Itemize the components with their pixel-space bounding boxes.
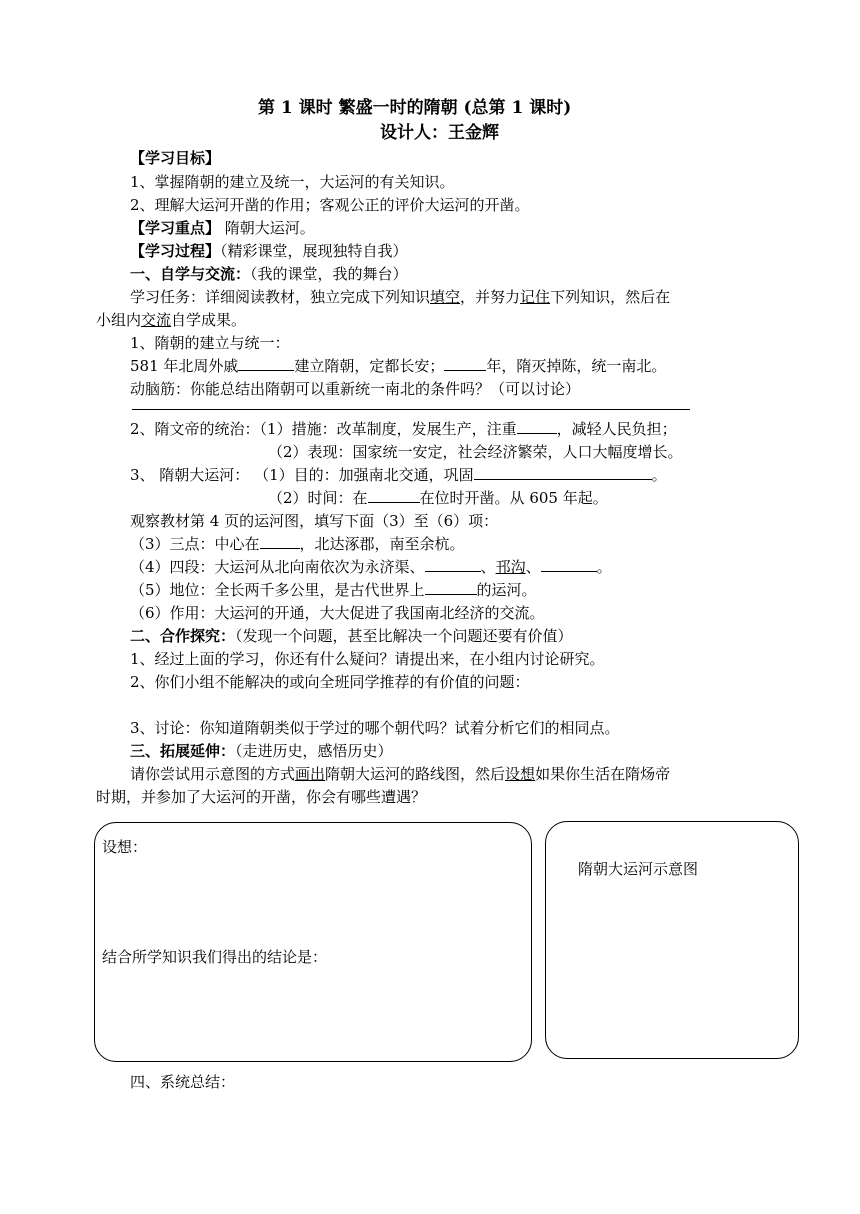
task-fill: 填空	[430, 288, 461, 306]
section2-q1: 1、经过上面的学习，你还有什么疑问？请提出来，在小组内讨论研究。	[130, 650, 605, 668]
blank-founder[interactable]	[238, 356, 294, 371]
q1-title: 1、隋朝的建立与统一：	[130, 334, 290, 352]
section3-text-2: 时期，并参加了大运河的开凿，你会有哪些遭遇？	[96, 788, 427, 806]
blank-emperor[interactable]	[368, 488, 420, 503]
section2-heading-line	[130, 626, 573, 646]
s3-text-b: 隋朝大运河的路线图，然后	[325, 765, 506, 783]
point-3	[130, 534, 465, 554]
conclusion-label: 结合所学知识我们得出的结论是：	[102, 948, 328, 966]
q2-line	[130, 419, 677, 439]
point-6: （6）作用：大运河的开通，大大促进了我国南北经济的交流。	[130, 604, 545, 622]
focus-heading: 【学习重点】	[130, 219, 221, 237]
s3-imagine: 设想	[505, 765, 536, 783]
section3-sub: （走进历史，感悟历史）	[235, 742, 393, 760]
process-line	[130, 241, 408, 261]
s3-draw: 画出	[295, 765, 326, 783]
designer-line: 设计人：王金辉	[380, 123, 499, 143]
point-4	[130, 557, 612, 577]
observe-line: 观察教材第 4 页的运河图，填写下面（3）至（6）项：	[130, 512, 499, 530]
canal-map-box[interactable]	[545, 821, 799, 1059]
section2-sub: （发现一个问题，甚至比解决一个问题还要有价值）	[235, 627, 573, 645]
objective-2: 2、理解大运河开凿的作用；客观公正的评价大运河的开凿。	[130, 196, 530, 214]
section1-heading-line	[130, 264, 408, 284]
point-5	[130, 580, 537, 600]
task-text-c: 下列知识，然后在	[550, 288, 671, 306]
task2-b: 自学成果。	[171, 311, 247, 329]
task-remember: 记住	[520, 288, 551, 306]
p5-a: （5）地位：全长两千多公里，是古代世界上	[130, 581, 425, 599]
task-line-2	[96, 310, 246, 330]
q3-b: 。	[651, 466, 667, 484]
canal-map-label: 隋朝大运河示意图	[578, 860, 699, 878]
p3-a: （3）三点：中心在	[130, 535, 260, 553]
imagine-label: 设想：	[102, 838, 148, 856]
s3-text-a: 请你尝试用示意图的方式	[130, 765, 296, 783]
q3-2b: 在位时开凿。从 605 年起。	[419, 489, 608, 507]
q1-line	[130, 356, 666, 376]
q2-b: ，减轻人民负担；	[556, 420, 677, 438]
blank-segment-2[interactable]	[425, 557, 481, 572]
q1-a: 581 年北周外戚	[130, 357, 239, 375]
answer-line[interactable]	[132, 409, 690, 410]
blank-center[interactable]	[260, 534, 300, 549]
section3-heading: 三、拓展延伸：	[130, 742, 236, 760]
blank-emphasis[interactable]	[517, 419, 557, 434]
p4-a: （4）四段：大运河从北向南依次为永济渠、	[130, 558, 425, 576]
p3-b: ，北达涿郡，南至余杭。	[299, 535, 465, 553]
section2-heading: 二、合作探究：	[130, 627, 236, 645]
page-title: 第 1 课时 繁盛一时的隋朝 (总第 1 课时)	[258, 98, 572, 118]
q2-a: 2、隋文帝的统治：（1）措施：改革制度，发展生产，注重	[130, 420, 517, 438]
s3-text-c: 如果你生活在隋炀帝	[535, 765, 671, 783]
task-text-a: 学习任务：详细阅读教材，独立完成下列知识	[130, 288, 431, 306]
q3-line-2	[268, 488, 608, 508]
objectives-heading: 【学习目标】	[130, 149, 221, 167]
focus-line	[130, 218, 315, 238]
p4-sep2: 、	[525, 558, 541, 576]
blank-consolidate[interactable]	[474, 465, 652, 480]
imagine-box[interactable]	[94, 822, 532, 1062]
process-heading: 【学习过程】	[130, 242, 221, 260]
section1-heading: 一、自学与交流：	[130, 265, 251, 283]
task-line-1	[130, 287, 670, 307]
task-text-b: ，并努力	[460, 288, 521, 306]
section3-heading-line	[130, 741, 393, 761]
p4-sep: 、	[480, 558, 496, 576]
objective-1: 1、掌握隋朝的建立及统一，大运河的有关知识。	[130, 173, 455, 191]
section3-text-1	[130, 764, 670, 784]
blank-year[interactable]	[444, 356, 486, 371]
p4-hangou: 邗沟	[495, 558, 526, 576]
section1-sub: （我的课堂，我的舞台）	[250, 265, 408, 283]
process-text: （精彩课堂，展现独特自我）	[220, 242, 408, 260]
section4-heading: 四、系统总结：	[130, 1073, 236, 1091]
blank-segment-4[interactable]	[541, 557, 597, 572]
p5-b: 的运河。	[476, 581, 537, 599]
q1-c: 年，隋灭掉陈，统一南北。	[486, 357, 667, 375]
task2-a: 小组内	[96, 311, 142, 329]
section2-q3: 3、讨论：你知道隋朝类似于学过的哪个朝代吗？试着分析它们的相同点。	[130, 719, 620, 737]
focus-text: 隋朝大运河。	[220, 219, 315, 237]
q2-line-2: （2）表现：国家统一安定，社会经济繁荣，人口大幅度增长。	[268, 443, 683, 461]
q1-b: 建立隋朝，定都长安；	[294, 357, 445, 375]
q3-2a: （2）时间：在	[268, 489, 368, 507]
q3-a: 3、 隋朝大运河： （1）目的：加强南北交通，巩固	[130, 466, 474, 484]
q3-line	[130, 465, 667, 485]
think-line: 动脑筋：你能总结出隋朝可以重新统一南北的条件吗？（可以讨论）	[130, 380, 581, 398]
blank-rank[interactable]	[425, 580, 477, 595]
section2-q2: 2、你们小组不能解决的或向全班同学推荐的有价值的问题：	[130, 673, 530, 691]
p4-end: 。	[596, 558, 612, 576]
task2-exchange: 交流	[141, 311, 172, 329]
